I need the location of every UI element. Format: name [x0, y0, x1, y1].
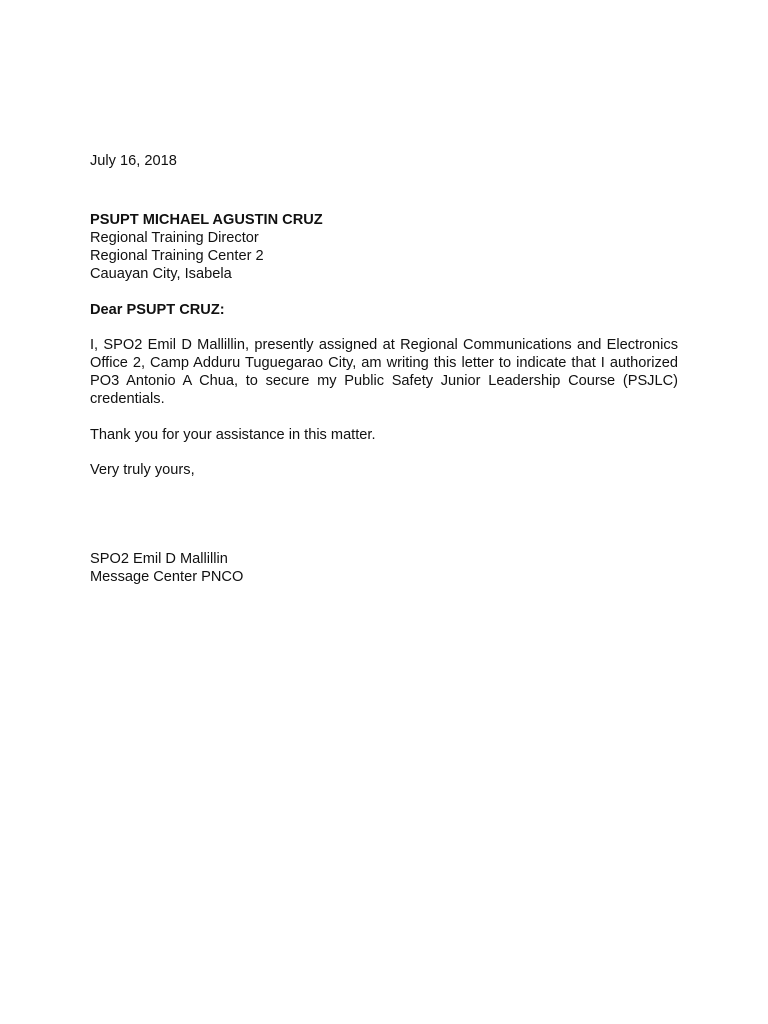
recipient-organization: Regional Training Center 2: [90, 248, 264, 264]
recipient-name: PSUPT MICHAEL AGUSTIN CRUZ: [90, 212, 323, 228]
recipient-address: Cauayan City, Isabela: [90, 266, 232, 282]
letter-body: I, SPO2 Emil D Mallillin, presently assigned at Regional Communications and Electronics Office 2, Camp Adduru Tuguegarao City, am writing this letter to indicate that I authorized PO3 Antonio A Chua, to secure my Public Safety Junior Leadership Course (PSJLC) credentials.: [90, 337, 678, 407]
sender-name: SPO2 Emil D Mallillin: [90, 551, 228, 567]
letter-date: July 16, 2018: [90, 153, 177, 169]
thanks-line: Thank you for your assistance in this matter.: [90, 427, 376, 443]
sender-position: Message Center PNCO: [90, 569, 244, 585]
salutation: Dear PSUPT CRUZ:: [90, 302, 225, 318]
closing: Very truly yours,: [90, 462, 195, 478]
recipient-title: Regional Training Director: [90, 230, 259, 246]
